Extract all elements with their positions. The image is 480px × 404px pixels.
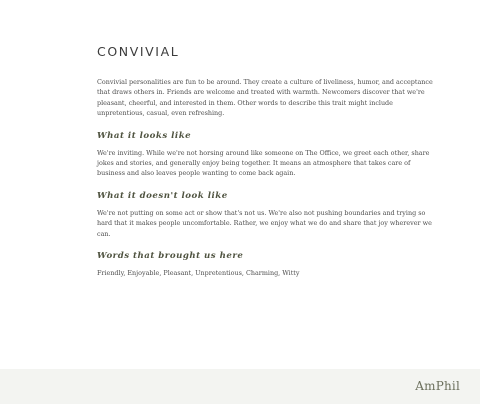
content-column [97,43,437,278]
section-body-doesnt-look-like: We're not putting on some act or show that's not us. We're also not pushing boundaries and trying so hard that it makes people uncomfortable. Rather, we enjoy what we do and share that joy wherever we can. [97,208,432,238]
section-body-words: Friendly, Enjoyable, Pleasant, Unpretentious, Charming, Witty [97,269,300,278]
section-heading-looks-like: What it looks like [97,130,192,141]
amphil-logo: AmPhil [415,379,460,393]
section-body-looks-like: We're inviting. While we're not horsing around like someone on The Office, we greet each other, share jokes and stories, and generally enjoy being together. It means an atmosphere that takes care of business and also leaves people wanting to come back again. [97,148,430,178]
page-title: CONVIVIAL [97,44,180,59]
footer-bar [0,369,480,404]
section-heading-words: Words that brought us here [97,251,244,262]
intro-paragraph: Convivial personalities are fun to be around. They create a culture of liveliness, humor, and acceptance that draws others in. Friends are welcome and treated with warmth. Newcomers discover that we're pleasant, cheerful, and interested in them. Other words to describe this trait might include unpretentious, casual, even refreshing. [97,78,433,118]
section-heading-doesnt-look-like: What it doesn't look like [97,190,228,201]
